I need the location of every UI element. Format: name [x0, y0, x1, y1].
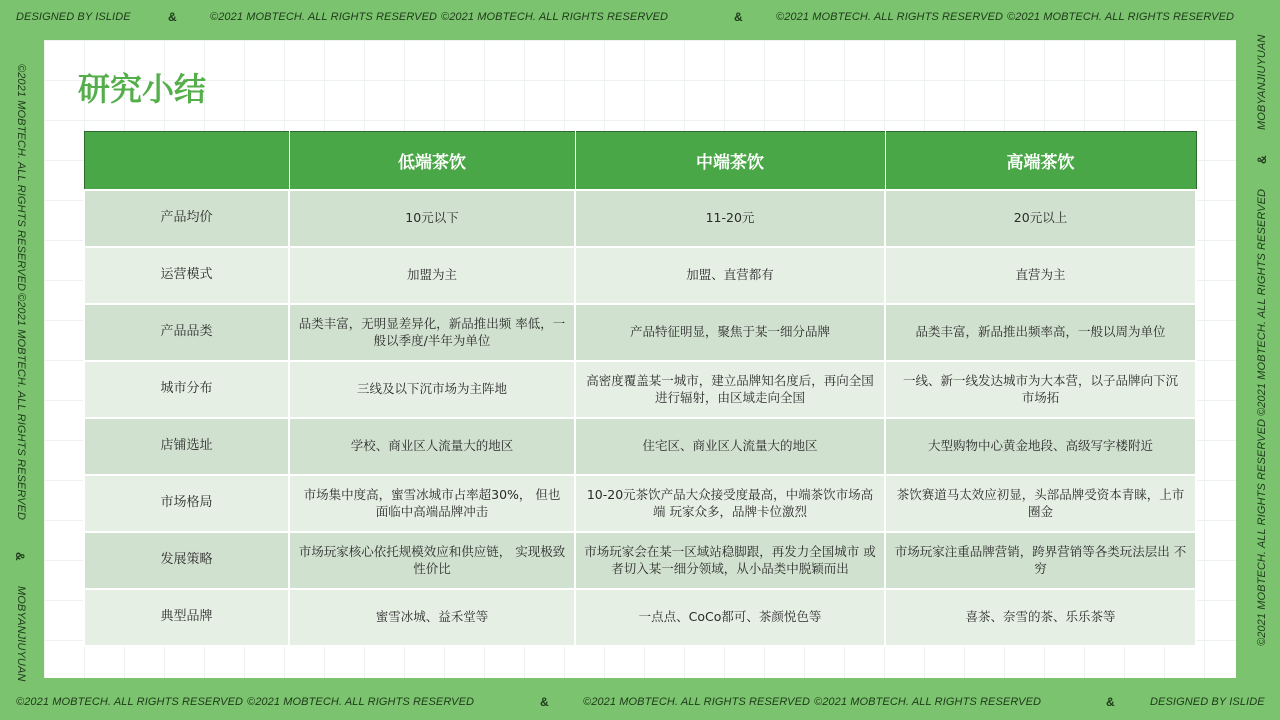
table-cell: 一线、新一线发达城市为大本营，以子品牌向下沉 市场拓	[885, 361, 1196, 418]
table-cell: 市场玩家核心依托规模效应和供应链， 实现极致性价比	[289, 532, 575, 589]
row-label: 市场格局	[84, 475, 289, 532]
table-row	[84, 304, 1196, 361]
table-cell: 市场玩家注重品牌营销，跨界营销等各类玩法层出 不穷	[885, 532, 1196, 589]
table-cell: 蜜雪冰城、益禾堂等	[289, 589, 575, 646]
table-cell: 一点点、CoCo都可、茶颜悦色等	[575, 589, 885, 646]
table-row	[84, 361, 1196, 418]
copyright-text: ©2021 MOBTECH. ALL RIGHTS RESERVED	[776, 11, 1004, 23]
table-cell: 学校、商业区人流量大的地区	[289, 418, 575, 475]
designed-by-label: DESIGNED BY ISLIDE	[1150, 696, 1265, 708]
row-label: 城市分布	[84, 361, 289, 418]
table-cell: 加盟为主	[289, 247, 575, 304]
header-low-end: 低端茶饮	[289, 132, 575, 191]
table-row	[84, 190, 1196, 247]
table-row	[84, 247, 1196, 304]
copyright-text-vertical: ©2021 MOBTECH. ALL RIGHTS RESERVED	[1256, 418, 1268, 646]
copyright-text: ©2021 MOBTECH. ALL RIGHTS RESERVED	[210, 11, 438, 23]
copyright-text-vertical: ©2021 MOBTECH. ALL RIGHTS RESERVED	[15, 293, 27, 521]
page-title: 研究小结	[78, 70, 207, 108]
table-cell: 产品特征明显，聚焦于某一细分品牌	[575, 304, 885, 361]
row-label: 发展策略	[84, 532, 289, 589]
ampersand-mark: &	[1106, 695, 1115, 709]
table-cell: 市场集中度高，蜜雪冰城市占率超30%， 但也面临中高端品牌冲击	[289, 475, 575, 532]
table-cell: 品类丰富，新品推出频率高，一般以周为单位	[885, 304, 1196, 361]
designed-by-label: DESIGNED BY ISLIDE	[16, 11, 131, 23]
copyright-text-vertical: ©2021 MOBTECH. ALL RIGHTS RESERVED	[1256, 188, 1268, 416]
copyright-text-vertical: ©2021 MOBTECH. ALL RIGHTS RESERVED	[15, 64, 27, 292]
brand-text-vertical: MOBYANJIUYUAN	[1256, 34, 1268, 130]
table-cell: 喜茶、奈雪的茶、乐乐茶等	[885, 589, 1196, 646]
summary-table	[83, 131, 1197, 647]
table-cell: 直营为主	[885, 247, 1196, 304]
ampersand-mark: &	[734, 10, 743, 24]
table-cell: 11-20元	[575, 190, 885, 247]
row-label: 运营模式	[84, 247, 289, 304]
header-mid-end: 中端茶饮	[575, 132, 885, 191]
copyright-text: ©2021 MOBTECH. ALL RIGHTS RESERVED	[1007, 11, 1235, 23]
table-cell: 三线及以下沉市场为主阵地	[289, 361, 575, 418]
table-cell: 10-20元茶饮产品大众接受度最高，中端茶饮市场高端 玩家众多，品牌卡位激烈	[575, 475, 885, 532]
row-label: 产品品类	[84, 304, 289, 361]
row-label: 典型品牌	[84, 589, 289, 646]
table-cell: 10元以下	[289, 190, 575, 247]
table-cell: 高密度覆盖某一城市，建立品牌知名度后，再向全国进行辐射，由区域走向全国	[575, 361, 885, 418]
table-row	[84, 475, 1196, 532]
table-row	[84, 589, 1196, 646]
header-high-end: 高端茶饮	[885, 132, 1196, 191]
table-cell: 加盟、直营都有	[575, 247, 885, 304]
ampersand-mark: &	[168, 10, 177, 24]
table-row	[84, 418, 1196, 475]
table-cell: 20元以上	[885, 190, 1196, 247]
ampersand-mark: &	[540, 695, 549, 709]
table-cell: 品类丰富，无明显差异化，新品推出频 率低，一般以季度/半年为单位	[289, 304, 575, 361]
slide-page	[44, 40, 1236, 678]
table-cell: 茶饮赛道马太效应初显，头部品牌受资本青睐，上市圈金	[885, 475, 1196, 532]
table-cell: 市场玩家会在某一区域站稳脚跟，再发力全国城市 或者切入某一细分领域，从小品类中脱颖而出	[575, 532, 885, 589]
table-cell: 住宅区、商业区人流量大的地区	[575, 418, 885, 475]
copyright-text: ©2021 MOBTECH. ALL RIGHTS RESERVED	[583, 696, 811, 708]
table-cell: 大型购物中心黄金地段、高级写字楼附近	[885, 418, 1196, 475]
ampersand-mark: &	[13, 552, 27, 561]
table-row	[84, 532, 1196, 589]
brand-text-vertical: MOBYANJIUYUAN	[15, 586, 27, 682]
table-header-row	[84, 132, 1196, 191]
copyright-text: ©2021 MOBTECH. ALL RIGHTS RESERVED	[247, 696, 475, 708]
copyright-text: ©2021 MOBTECH. ALL RIGHTS RESERVED	[814, 696, 1042, 708]
copyright-text: ©2021 MOBTECH. ALL RIGHTS RESERVED	[441, 11, 669, 23]
ampersand-mark: &	[1255, 155, 1269, 164]
header-corner	[84, 132, 289, 191]
copyright-text: ©2021 MOBTECH. ALL RIGHTS RESERVED	[16, 696, 244, 708]
row-label: 店铺选址	[84, 418, 289, 475]
row-label: 产品均价	[84, 190, 289, 247]
